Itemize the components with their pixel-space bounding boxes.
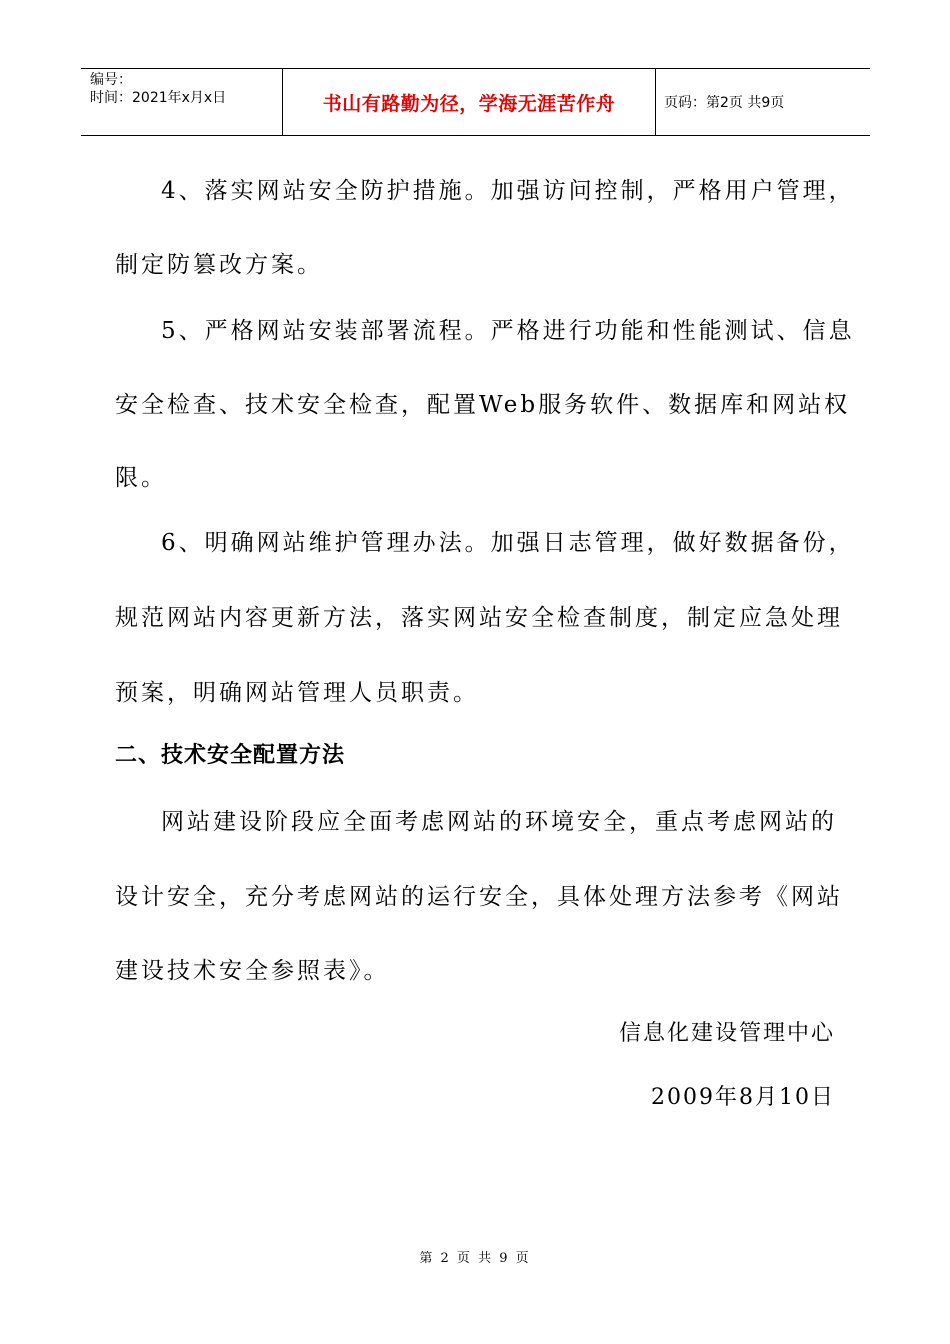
page-footer: 第 2 页 共 9 页 [419, 1251, 531, 1266]
paragraph-7-line-1: 网站建设阶段应全面考虑网站的环境安全，重点考虑网站的 [161, 809, 837, 835]
paragraph-7-line-3: 建设技术安全参照表》。 [115, 958, 390, 984]
page-header [81, 68, 870, 136]
serial-label: 编号： [90, 72, 132, 88]
paragraph-6-line-1: 6、明确网站维护管理办法。加强日志管理，做好数据备份， [161, 530, 855, 556]
paragraph-5-line-3: 限。 [115, 465, 167, 491]
paragraph-6-line-3: 预案，明确网站管理人员职责。 [115, 680, 479, 706]
signature-date: 2009年8月10日 [651, 1085, 835, 1110]
date-label: 时间：2021年x月x日 [90, 90, 227, 106]
header-motto: 书山有路勤为径，学海无涯苦作舟 [283, 69, 656, 135]
paragraph-4-line-1: 4、落实网站安全防护措施。加强访问控制，严格用户管理， [161, 178, 855, 204]
paragraph-5-line-2: 安全检查、技术安全检查，配置Web服务软件、数据库和网站权 [115, 392, 851, 418]
signature-org: 信息化建设管理中心 [618, 1021, 835, 1046]
paragraph-7-line-2: 设计安全，充分考虑网站的运行安全，具体处理方法参考《网站 [115, 884, 843, 910]
paragraph-6-line-2: 规范网站内容更新方法，落实网站安全检查制度，制定应急处理 [115, 605, 843, 631]
paragraph-4-line-2: 制定防篡改方案。 [115, 252, 323, 278]
header-meta [81, 69, 283, 135]
section-heading: 二、技术安全配置方法 [115, 743, 346, 768]
paragraph-5-line-1: 5、严格网站安装部署流程。严格进行功能和性能测试、信息 [161, 318, 855, 344]
header-page-label: 页码：第2页 共9页 [664, 95, 785, 111]
